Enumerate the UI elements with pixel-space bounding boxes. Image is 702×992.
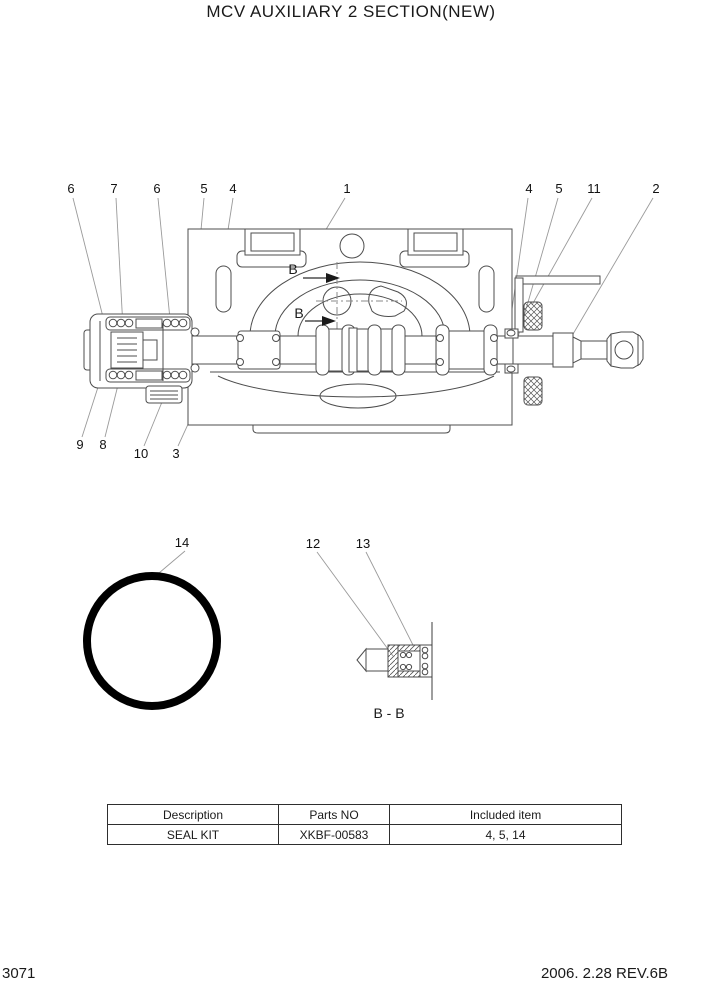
callout-7: 7: [110, 181, 118, 196]
callout-4b: 4: [525, 181, 533, 196]
callout-8: 8: [99, 437, 107, 452]
page-number: 3071: [2, 965, 36, 982]
callout-5a: 5: [200, 181, 208, 196]
callout-11: 11: [587, 181, 601, 196]
table-header-row: [108, 805, 622, 825]
parts-table: [107, 804, 622, 845]
callout-10: 10: [133, 446, 149, 461]
callout-14: 14: [174, 535, 190, 550]
callout-6b: 6: [153, 181, 161, 196]
table-row: [108, 825, 622, 845]
callout-9: 9: [76, 437, 84, 452]
cell-description: SEAL KIT: [108, 825, 279, 845]
callout-12: 12: [305, 536, 321, 551]
callout-3: 3: [172, 446, 180, 461]
cell-parts-no: XKBF-00583: [279, 825, 390, 845]
column-header-description: Description: [108, 805, 279, 825]
callout-13: 13: [355, 536, 371, 551]
revision-label: 2006. 2.28 REV.6B: [540, 965, 668, 982]
page-title: MCV AUXILIARY 2 SECTION(NEW): [206, 2, 496, 21]
section-b-b-detail: [357, 622, 432, 721]
callout-6a: 6: [67, 181, 75, 196]
section-arrow-label-top: B: [288, 261, 298, 277]
column-header-parts-no: Parts NO: [279, 805, 390, 825]
valve-assembly-view: [84, 229, 643, 433]
cell-included-item: 4, 5, 14: [390, 825, 622, 845]
o-ring-view: [87, 576, 217, 706]
section-arrow-label-bottom: B: [294, 305, 304, 321]
callout-4a: 4: [229, 181, 237, 196]
callout-1: 1: [343, 181, 351, 196]
column-header-included-item: Included item: [390, 805, 622, 825]
callout-5b: 5: [555, 181, 563, 196]
section-view-label: B - B: [373, 705, 405, 721]
callout-2: 2: [652, 181, 660, 196]
